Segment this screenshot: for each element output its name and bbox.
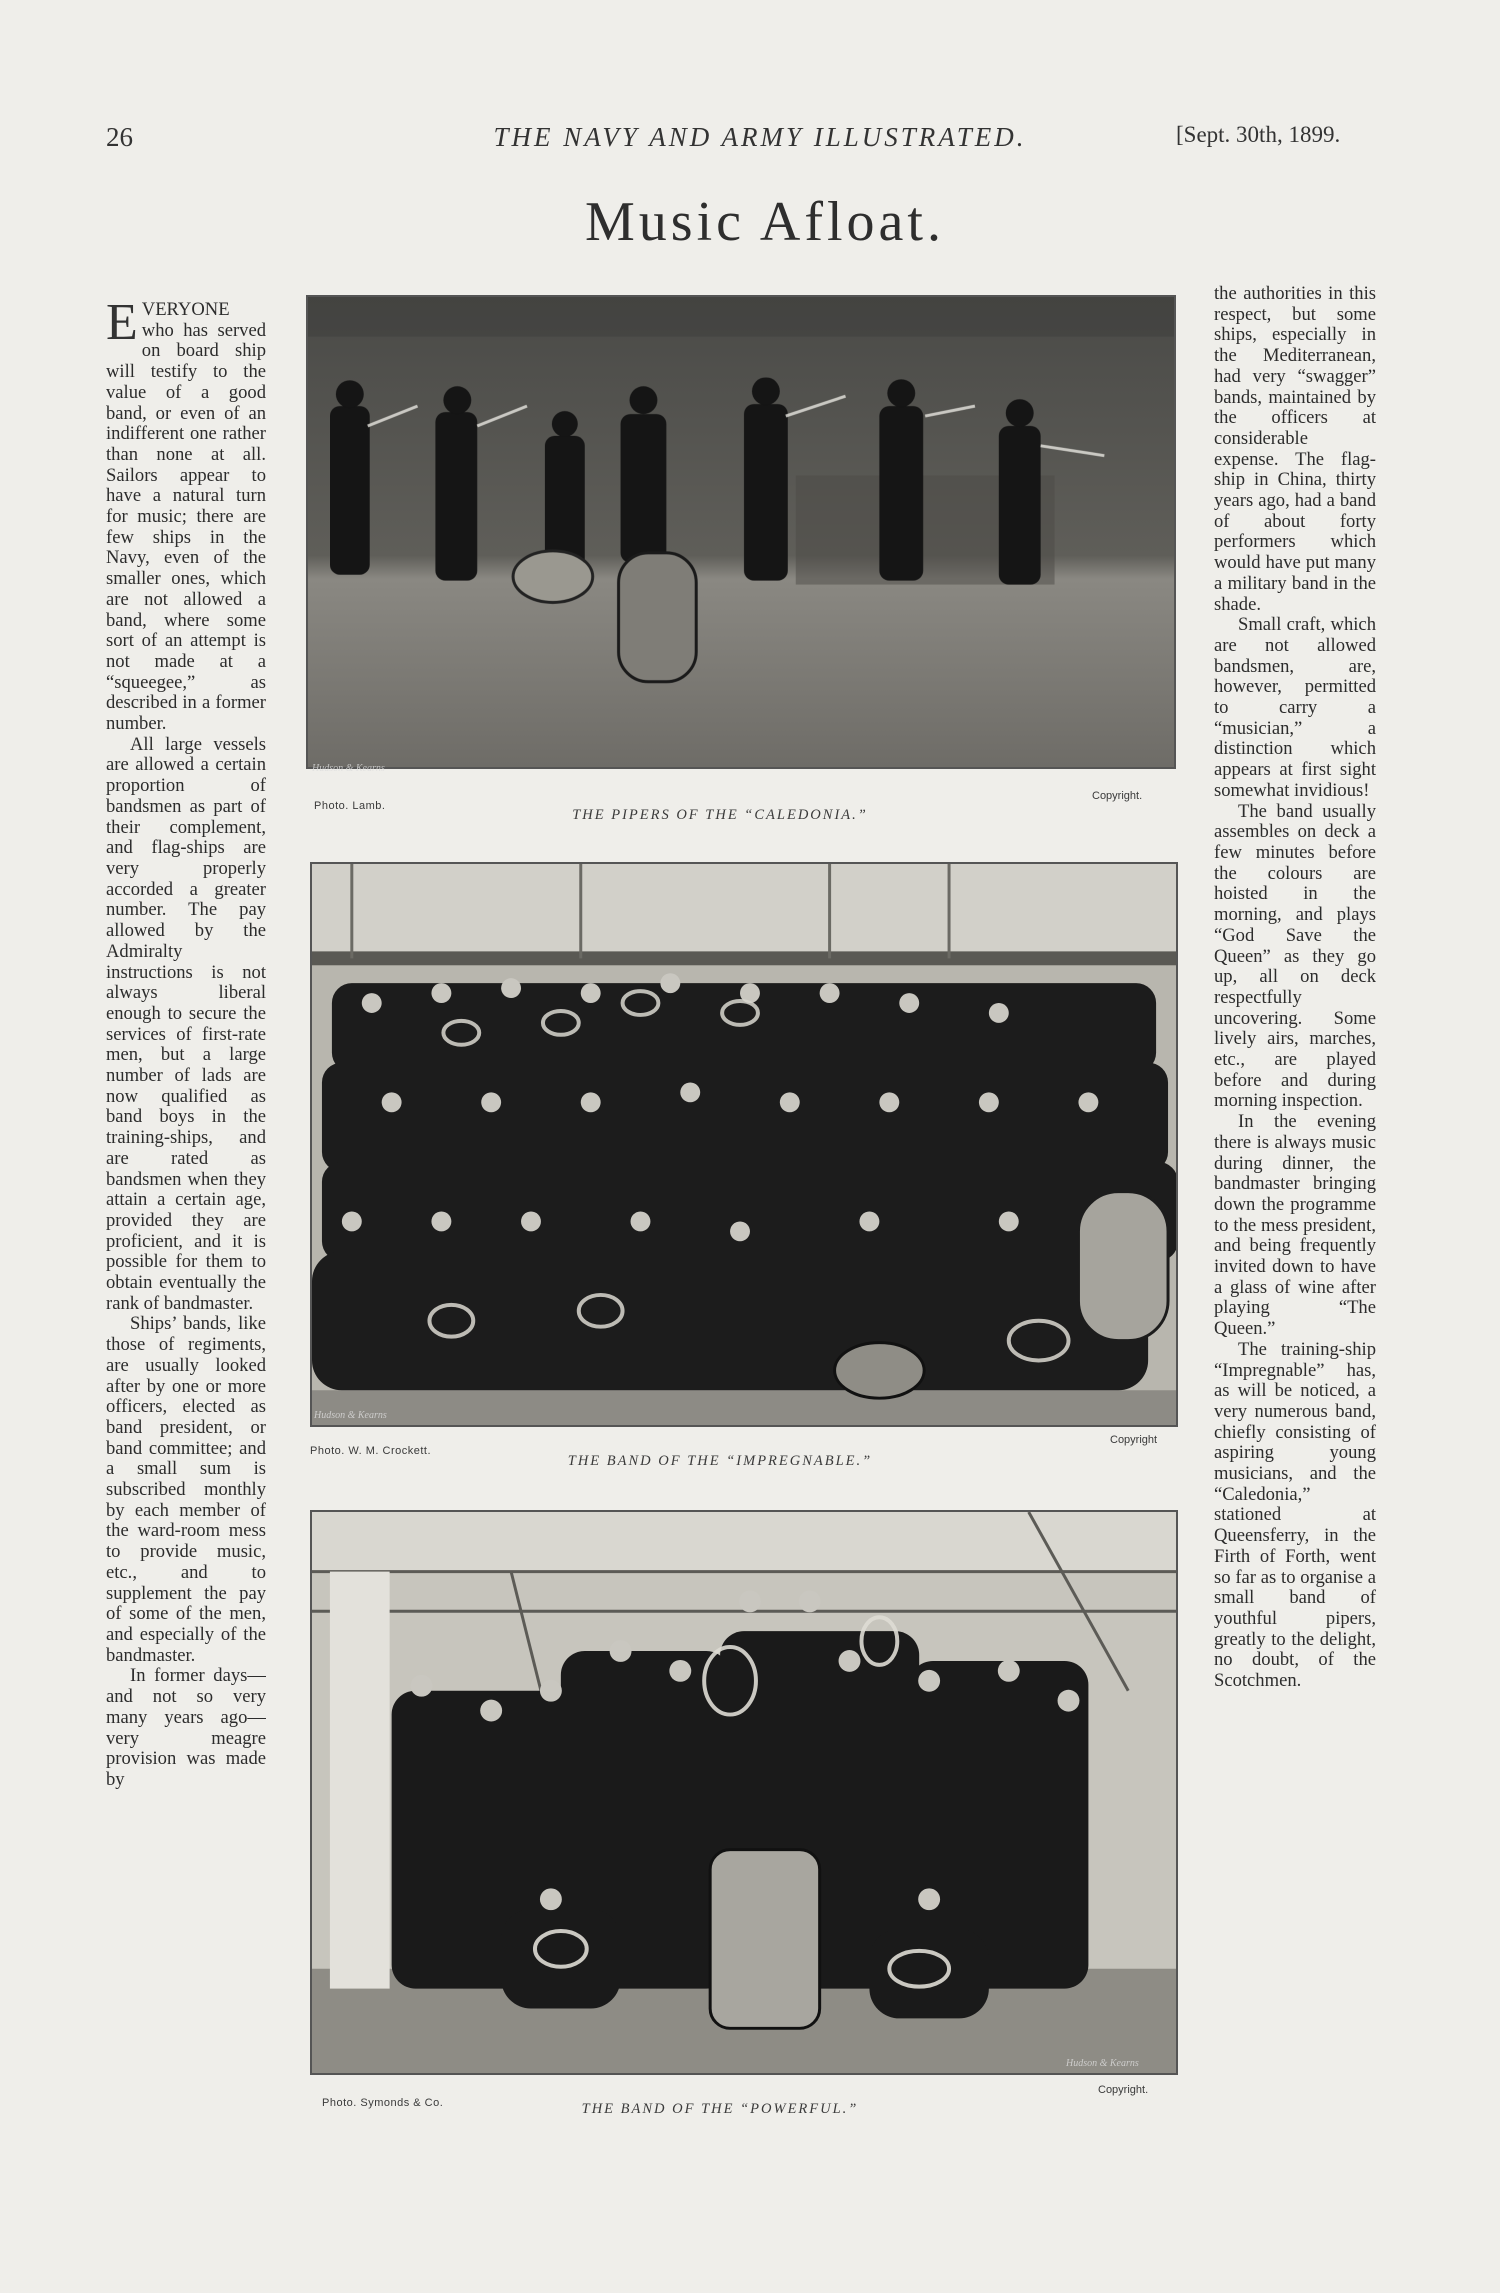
paragraph-text: VERYONE who has served on board ship will testify to the value of a good band, or even of an indifferent one rather than none at all. Sailors appear to have a natural turn for music; there are few ships in the Navy, even of the smaller ones, which are not allowed a band, where some sort of an attempt is not made at a “squeegee,” as described in a former number. [106,300,266,735]
issue-date: [Sept. 30th, 1899. [1176,122,1341,147]
copyright-notice: Copyright. [1092,790,1143,802]
photo-caption: THE BAND OF THE “IMPREGNABLE.” [567,1453,873,1469]
paragraph: All large vessels are allowed a certain proportion of bandsmen as part of their complement, and flag-ships are very properly accorded a greater number. The pay allowed by the Admiralty instructions is not always liberal enough to secure the services of first-rate men, but a large number of lads are now qualified as band boys in the training-ships, and are rated as bandsmen when they attain a certain age, provided they are proficient, and it is possible for them to obtain eventually the rank of bandmaster. [106,733,266,1314]
paragraph: The band usually assembles on deck a few minutes before the colours are hoisted in the morning, and plays “God Save the Queen” as they go up, all on deck respectfully uncovering. Some lively airs, marches, etc., are played before and during morning inspection. [1214,800,1376,1112]
photo-band-powerful [310,1510,1178,2075]
right-text-column [1214,284,1376,2114]
paragraph: Ships’ bands, like those of regiments, are usually looked after by one or more officers, elected as band president, or band committee; and a small sum is subscribed monthly by each member of the ward-room mess to provide music, etc., and to supplement the pay of some of the men, and especially of the bandmaster. [106,1313,266,1666]
photographer-stamp: Hudson & Kearns [314,1410,387,1421]
paragraph: In former days—and not so very many years ago—very meagre provision was made by [106,1665,266,1790]
photo-band-impregnable [310,862,1178,1427]
article-title: Music Afloat. [585,191,945,253]
photographer-stamp: Hudson & Kearns [312,763,385,774]
left-text-column [106,300,266,2132]
page-number: 26 [106,122,133,152]
impregnable-photo-illustration [312,864,1176,1425]
paragraph: In the evening there is always music during dinner, the bandmaster bringing down the programme to the mess president, and being frequently invited down to have a glass of wine after playing “The Queen.” [1214,1111,1376,1340]
copyright-notice: Copyright [1110,1434,1158,1446]
photo-caption: THE PIPERS OF THE “CALEDONIA.” [572,807,868,823]
photo-credit: Photo. Lamb. [314,800,386,812]
photo-caption: THE BAND OF THE “POWERFUL.” [581,2101,859,2117]
photographer-stamp: Hudson & Kearns [1066,2058,1139,2069]
copyright-notice: Copyright. [1098,2084,1149,2096]
powerful-photo-illustration [312,1512,1176,2073]
paragraph: The training-ship “Impregnable” has, as will be noticed, a very numerous band, chiefly consisting of aspiring young musicians, and the “Caledonia,” stationed at Queensferry, in the Firth of Forth, went so far as to organise a small band of youthful pipers, greatly to the delight, no doubt, of the Scotchmen. [1214,1338,1376,1692]
paragraph: the authorities in this respect, but some ships, especially in the Mediterranean, had very “swagger” bands, maintained by the officers at considerable expense. The flag-ship in China, thirty years ago, had a band of about forty performers which would have put many a military band in the shade. [1214,284,1376,615]
running-head-title: THE NAVY AND ARMY ILLUSTRATED. [493,122,1027,152]
drop-cap: E [106,300,138,351]
paragraph [106,300,266,735]
paragraph: Small craft, which are not allowed bandsmen, are, however, permitted to carry a “musician,” a distinction which appears at first sight somewhat invidious! [1214,614,1376,801]
photo-credit: Photo. W. M. Crockett. [310,1445,432,1457]
photo-credit: Photo. Symonds & Co. [322,2097,444,2109]
photo-pipers-caledonia [306,295,1176,769]
pipers-photo-illustration [308,297,1174,767]
